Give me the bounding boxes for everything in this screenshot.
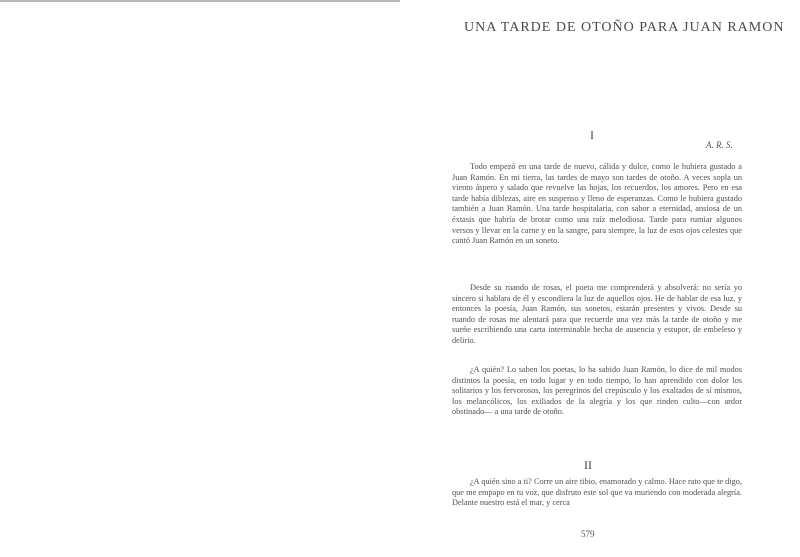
paragraph: ¿A quién sino a ti? Corre un aire tibio, enamorado y calmo. Hace rato que te digo, que me empapo en tu voz, que disfruto este sol que va muriendo con moderada alegría. Delante nuestro está el mar, y cerca xyxy=(452,477,742,508)
section-number-2: II xyxy=(584,458,592,472)
section-number-1: I xyxy=(590,128,594,142)
left-page-top-edge xyxy=(0,0,400,2)
page-title: UNA TARDE DE OTOÑO PARA JUAN RAMON xyxy=(464,20,785,35)
author-initials: A. R. S. xyxy=(706,140,733,150)
paragraph: ¿A quién? Lo saben los poetas, lo ha sabido Juan Ramón, lo dice de mil modos distintos la poesía, en todo lugar y en todo tiempo, lo han aprendido con dolor los solitarios y los fervorosos, los peregrinos del crepúsculo y los exaltados de sí mismos, los melancólicos, los exiliados de la alegría y los que rinden culto—con ardor obstinado— a una tarde de otoño. xyxy=(452,365,742,417)
page-number: 579 xyxy=(581,529,595,539)
paragraph: Todo empezó en una tarde de nuevo, cálida y dulce, como le hubiera gustado a Juan Ramón. En mi tierra, las tardes de mayo son tardes de otoño. A veces sopla un viento áspero y salado que revuelve las hojas, los recuerdos, los amores. Pero en esa tarde había diblezas, aire en suspenso y lleno de esperanzas. Como le hubiera gustado también a Juan Ramón. Una tarde hospitalaria, con sabor a eternidad, ansiosa de un éxtasis que habría de brotar como una raíz melodiosa. Tarde para rumiar algunos versos y llevar en la carne y en la sangre, para siempre, la luz de esos ojos celestes que cantó Juan Ramón en un soneto. xyxy=(452,162,742,246)
paragraph: Desde su ruando de rosas, el poeta me comprenderá y absolverá: no sería yo sincero si hablara de él y escondiera la luz de aquellos ojos. He de hablar de esa luz, y entonces la poesía, Juan Ramón, sus sonetos, estarán presentes y vivos. Desde su ruando de rosas me alentará para que recuerde una vez más la tarde de otoño y me sueñe escribiendo una carta interminable hecha de ausencia y estupor, de embeleso y delirio. xyxy=(452,283,742,345)
right-page xyxy=(430,0,800,557)
